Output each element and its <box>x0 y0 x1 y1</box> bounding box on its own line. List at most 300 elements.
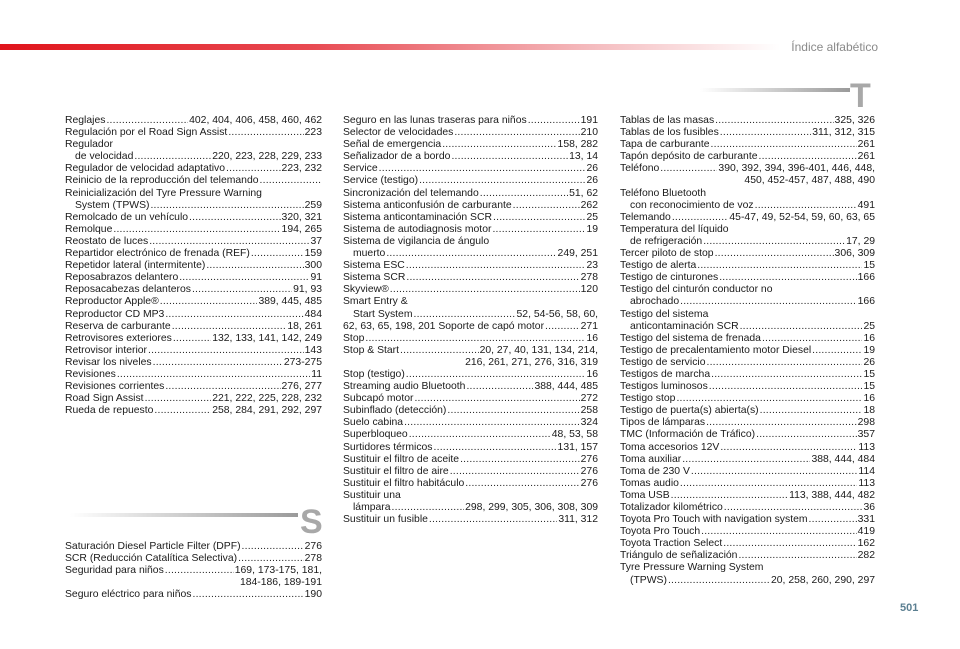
page-refs: 273-275 <box>283 356 322 368</box>
entry-term: Smart Entry & <box>343 296 408 308</box>
entry-term: Toma de 230 V <box>620 465 690 477</box>
page-refs: 20, 258, 260, 290, 297 <box>771 574 875 586</box>
page-refs: 276 <box>580 453 598 465</box>
entry-term: Reproductor CD MP3 <box>65 308 165 320</box>
index-entry <box>343 357 598 369</box>
entry-term: Regulador <box>65 139 113 151</box>
page-refs: 166 <box>857 296 875 308</box>
entry-term: Tablas de las masas <box>620 115 715 126</box>
page-refs: 48, 53, 58 <box>551 429 598 441</box>
page-refs: 298, 299, 305, 306, 308, 309 <box>465 502 598 513</box>
page-number: 501 <box>900 602 919 614</box>
entry-term: Retrovisores exteriores <box>65 332 172 344</box>
leader-dots <box>228 127 303 139</box>
leader-dots <box>680 296 857 308</box>
entry-term: Triángulo de señalización <box>620 550 738 562</box>
leader-dots <box>149 236 309 248</box>
page-refs: 272 <box>580 393 598 405</box>
leader-dots <box>447 405 579 417</box>
leader-dots <box>179 272 309 284</box>
index-entry <box>65 224 322 236</box>
leader-dots <box>251 248 304 260</box>
leader-dots <box>172 321 287 333</box>
index-entry <box>620 284 875 296</box>
index-entry <box>343 272 598 284</box>
leader-dots <box>165 309 303 321</box>
leader-dots <box>703 236 845 248</box>
entry-term: 62, 63, 65, 198, 201 Soporte de capó motor <box>343 320 545 332</box>
entry-term: Superbloqueo <box>343 429 408 441</box>
page-refs: 19 <box>586 223 598 235</box>
index-entry <box>65 296 322 308</box>
index-entry <box>343 490 598 502</box>
entry-term: Testigo del sistema de frenada <box>620 332 761 344</box>
page-refs: 143 <box>304 344 322 356</box>
entry-term: Sistema SCR <box>343 272 406 284</box>
page-refs: 258 <box>580 405 598 417</box>
index-entry <box>620 538 875 550</box>
page-refs: 450, 452-457, 487, 488, 490 <box>744 175 875 187</box>
leader-dots <box>711 139 857 151</box>
index-column-1-s <box>65 541 322 601</box>
entry-term: Skyview® <box>343 284 389 296</box>
page-refs: 51, 62 <box>569 187 598 199</box>
entry-term: Señal de emergencia <box>343 139 442 151</box>
entry-term: System (TPWS) <box>75 199 150 211</box>
index-entry <box>343 369 598 381</box>
entry-term: de velocidad <box>75 151 134 163</box>
page-refs: 18, 261 <box>287 320 322 332</box>
page-refs: 320, 321 <box>281 211 322 223</box>
index-entry <box>343 345 598 357</box>
leader-dots <box>454 127 579 139</box>
index-entry <box>65 139 322 151</box>
page-refs: 13, 14 <box>569 151 598 163</box>
index-entry <box>620 357 875 369</box>
entry-term: Testigo del cinturón conductor no <box>620 284 773 296</box>
index-entry <box>620 429 875 441</box>
index-entry <box>343 514 598 526</box>
entry-term: Sustituir un fusible <box>343 514 428 526</box>
index-entry <box>65 212 322 224</box>
leader-dots <box>738 550 856 562</box>
page-refs: 18 <box>863 405 875 417</box>
leader-dots <box>160 296 258 308</box>
entry-term: Start System <box>353 308 413 320</box>
page-refs: 276 <box>304 541 322 552</box>
index-entry <box>65 115 322 127</box>
page-refs: 324 <box>580 417 598 429</box>
page-refs: 91 <box>310 272 322 284</box>
entry-term: Seguro en las lunas traseras para niños <box>343 115 527 126</box>
leader-dots <box>528 115 580 127</box>
index-entry <box>343 321 598 333</box>
entry-term: Reinicialización del Tyre Pressure Warning <box>65 187 262 199</box>
entry-term: Toma USB <box>620 489 670 501</box>
index-entry <box>343 442 598 454</box>
leader-dots <box>740 321 863 333</box>
index-entry <box>620 260 875 272</box>
entry-term: Rueda de repuesto <box>65 405 154 417</box>
entry-term: Reposacabezas delanteros <box>65 284 191 296</box>
index-entry <box>343 296 598 308</box>
leader-dots <box>386 248 556 260</box>
index-entry <box>343 454 598 466</box>
entry-term: Reglajes <box>65 115 106 126</box>
page-refs: 19 <box>863 344 875 356</box>
index-entry <box>620 151 875 163</box>
index-entry <box>343 224 598 236</box>
leader-dots <box>414 393 579 405</box>
leader-dots <box>676 393 862 405</box>
index-entry <box>343 466 598 478</box>
index-entry <box>65 553 322 565</box>
entry-term: TMC (Información de Tráfico) <box>620 429 756 441</box>
entry-term: Tomas audio <box>620 477 679 489</box>
page-refs: 261 <box>857 151 875 163</box>
leader-dots <box>759 151 857 163</box>
page-refs: 159 <box>304 248 322 260</box>
leader-dots <box>148 345 304 357</box>
index-entry <box>620 200 875 212</box>
leader-dots <box>812 345 862 357</box>
index-entry <box>65 284 322 296</box>
section-letter-t: T <box>850 77 871 115</box>
index-entry <box>620 321 875 333</box>
page-refs: 271 <box>580 320 598 332</box>
leader-dots <box>809 514 857 526</box>
leader-dots <box>701 526 857 538</box>
leader-dots <box>755 200 857 212</box>
index-entry <box>343 417 598 429</box>
entry-term: Testigo del sistema <box>620 308 709 320</box>
leader-dots <box>206 260 303 272</box>
page-refs: 190 <box>304 589 322 601</box>
leader-dots <box>106 115 188 127</box>
page-refs: 11 <box>311 368 322 380</box>
leader-dots <box>165 381 280 393</box>
leader-dots <box>117 369 310 381</box>
page-refs: 259 <box>304 199 322 211</box>
leader-dots <box>451 151 568 163</box>
entry-term: abrochado <box>630 296 680 308</box>
index-entry <box>65 541 322 553</box>
entry-term: Tablas de los fusibles <box>620 127 719 139</box>
leader-dots <box>711 369 862 381</box>
leader-dots <box>660 163 717 175</box>
entry-term: Revisiones <box>65 368 116 380</box>
entry-term: Teléfono Bluetooth <box>620 187 707 199</box>
leader-dots <box>390 284 580 296</box>
leader-dots <box>460 454 580 466</box>
index-entry <box>620 236 875 248</box>
leader-dots <box>173 333 211 345</box>
entry-term: Toma accesorios 12V <box>620 441 720 453</box>
index-entry <box>343 163 598 175</box>
leader-dots <box>719 272 856 284</box>
leader-dots <box>153 357 283 369</box>
page-refs: 388, 444, 484 <box>811 453 875 465</box>
page-refs: 15 <box>863 260 875 272</box>
page-refs: 162 <box>857 538 875 550</box>
entry-term: Temperatura del líquido <box>620 223 729 235</box>
leader-dots <box>406 369 586 381</box>
entry-term: Retrovisor interior <box>65 344 147 356</box>
index-entry <box>620 272 875 284</box>
index-entry <box>620 127 875 139</box>
index-entry <box>65 175 322 187</box>
page-refs: 210 <box>580 127 598 139</box>
index-entry <box>620 526 875 538</box>
leader-dots <box>671 490 788 502</box>
entry-term: Tapón depósito de carburante <box>620 151 758 163</box>
leader-dots <box>409 429 551 441</box>
index-entry <box>65 309 322 321</box>
index-entry <box>65 405 322 417</box>
page-refs: 131, 157 <box>557 441 598 453</box>
index-entry <box>343 309 598 321</box>
index-entry <box>343 284 598 296</box>
index-entry <box>620 333 875 345</box>
entry-term: Selector de velocidades <box>343 127 454 139</box>
leader-dots <box>697 260 862 272</box>
entry-term: Toyota Pro Touch <box>620 526 701 538</box>
page-refs: 311, 312, 315 <box>812 127 875 139</box>
page-refs: 389, 445, 485 <box>258 296 322 308</box>
leader-dots <box>691 466 858 478</box>
page-refs: 15 <box>863 368 875 380</box>
page-refs: 91, 93 <box>293 284 322 296</box>
entry-term: Señalizador de a bordo <box>343 151 451 163</box>
entry-term: Streaming audio Bluetooth <box>343 381 466 393</box>
entry-term: Testigo de alerta <box>620 260 697 272</box>
entry-term: Tyre Pressure Warning System <box>620 562 764 574</box>
page-refs: 325, 326 <box>834 115 875 126</box>
index-entry <box>343 115 598 127</box>
page-refs: 249, 251 <box>557 248 598 260</box>
entry-term: Service (testigo) <box>343 175 419 187</box>
leader-dots <box>442 139 556 151</box>
index-entry <box>65 345 322 357</box>
section-divider-s <box>70 513 298 517</box>
index-entry <box>620 502 875 514</box>
page-refs: 278 <box>580 272 598 284</box>
leader-dots <box>192 284 292 296</box>
entry-term: Saturación Diesel Particle Filter (DPF) <box>65 541 241 552</box>
index-entry <box>620 248 875 260</box>
entry-term: Testigo de cinturones <box>620 272 719 284</box>
entry-term: SCR (Reducción Catalítica Selectiva) <box>65 553 238 565</box>
entry-term: Subcapó motor <box>343 393 414 405</box>
page-refs: 216, 261, 271, 276, 316, 319 <box>465 356 598 368</box>
page-refs: 221, 222, 225, 228, 232 <box>212 393 322 405</box>
page-refs: 311, 312 <box>558 514 598 526</box>
entry-term: Sistema de vigilancia de ángulo <box>343 235 490 247</box>
entry-term: Seguridad para niños <box>65 565 164 577</box>
index-entry <box>620 163 875 175</box>
page-refs: 17, 29 <box>846 235 875 247</box>
entry-term: Revisar los niveles <box>65 356 152 368</box>
page-refs: 166 <box>857 272 875 284</box>
entry-term: anticontaminación SCR <box>630 320 739 332</box>
entry-term: (TPWS) <box>630 574 667 586</box>
leader-dots <box>715 248 834 260</box>
index-entry <box>65 248 322 260</box>
index-column-3 <box>620 115 875 587</box>
leader-dots <box>406 272 579 284</box>
leader-dots <box>400 345 479 357</box>
leader-dots <box>465 478 579 490</box>
page-refs: 113 <box>858 441 875 453</box>
section-letter-s: S <box>300 503 323 541</box>
index-entry <box>65 127 322 139</box>
entry-term: Remolque <box>65 223 113 235</box>
index-entry <box>65 357 322 369</box>
entry-term: Reserva de carburante <box>65 320 171 332</box>
index-entry <box>65 321 322 333</box>
entry-term: Road Sign Assist <box>65 393 144 405</box>
leader-dots <box>134 151 211 163</box>
index-entry <box>620 393 875 405</box>
page-refs: 276, 277 <box>281 381 322 393</box>
index-entry <box>65 151 322 163</box>
entry-term: Testigo stop <box>620 393 676 405</box>
index-entry <box>343 188 598 200</box>
index-entry <box>620 466 875 478</box>
index-entry <box>65 260 322 272</box>
index-entry <box>343 381 598 393</box>
entry-term: Stop <box>343 332 365 344</box>
index-entry <box>620 175 875 187</box>
page-refs: 15 <box>863 381 875 393</box>
leader-dots <box>760 405 863 417</box>
index-entry <box>343 151 598 163</box>
leader-dots <box>189 212 281 224</box>
entry-term: Testigos de marcha <box>620 368 711 380</box>
page-refs: 184-186, 189-191 <box>239 577 322 589</box>
entry-term: Sustituir el filtro habitáculo <box>343 477 465 489</box>
index-entry <box>65 163 322 175</box>
page-refs: 298 <box>857 417 875 429</box>
index-entry <box>343 429 598 441</box>
entry-term: Stop & Start <box>343 344 400 356</box>
page-refs: 26 <box>586 175 598 187</box>
page-refs: 132, 133, 141, 142, 249 <box>212 332 322 344</box>
leader-dots <box>480 188 568 200</box>
index-entry <box>65 188 322 200</box>
page-refs: 278 <box>304 553 322 565</box>
page-refs: 484 <box>304 308 322 320</box>
entry-term: Revisiones corrientes <box>65 381 165 393</box>
leader-dots <box>724 502 863 514</box>
index-entry <box>65 369 322 381</box>
page-refs: 37 <box>310 235 322 247</box>
leader-dots <box>379 163 586 175</box>
entry-term: Telemando <box>620 211 671 223</box>
leader-dots <box>165 565 234 577</box>
page-refs: 158, 282 <box>557 139 598 151</box>
entry-term: Sustituir el filtro de aire <box>343 465 449 477</box>
entry-term: Sistema anticontaminación SCR <box>343 211 493 223</box>
page-refs: 16 <box>586 332 598 344</box>
index-entry <box>620 115 875 127</box>
leader-dots <box>706 417 857 429</box>
entry-term: de refrigeración <box>630 235 703 247</box>
entry-term: Testigo de servicio <box>620 356 706 368</box>
index-entry <box>620 575 875 587</box>
page-refs: 113 <box>858 477 875 489</box>
entry-term: Suelo cabina <box>343 417 404 429</box>
leader-dots <box>513 200 580 212</box>
page-refs: 390, 392, 394, 396-401, 446, 448, <box>718 163 875 175</box>
leader-dots <box>466 381 533 393</box>
entry-term: Service <box>343 163 378 175</box>
leader-dots <box>492 224 585 236</box>
leader-dots <box>413 309 515 321</box>
index-entry <box>620 454 875 466</box>
page-refs: 262 <box>580 199 598 211</box>
page-refs: 16 <box>586 368 598 380</box>
entry-term: Toyota Pro Touch with navigation system <box>620 514 808 526</box>
index-entry <box>343 212 598 224</box>
page-refs: 36 <box>863 502 875 513</box>
index-entry <box>620 417 875 429</box>
entry-term: Reposabrazos delantero <box>65 272 179 284</box>
page-refs: 276 <box>580 477 598 489</box>
page-refs: 45-47, 49, 52-54, 59, 60, 63, 65 <box>729 211 875 223</box>
index-entry <box>65 236 322 248</box>
index-entry <box>620 562 875 574</box>
entry-term: Toyota Traction Select <box>620 538 723 550</box>
index-entry <box>343 200 598 212</box>
page-refs: 23 <box>586 260 598 272</box>
entry-term: Reostato de luces <box>65 235 149 247</box>
page-title: Índice alfabético <box>791 40 878 54</box>
entry-term: Seguro eléctrico para niños <box>65 589 192 601</box>
index-entry <box>620 224 875 236</box>
leader-dots <box>429 514 557 526</box>
index-entry <box>620 188 875 200</box>
entry-term: Remolcado de un vehículo <box>65 211 189 223</box>
index-entry <box>343 139 598 151</box>
entry-term: Reinicio de la reproducción del telemando <box>65 175 259 187</box>
index-entry <box>343 405 598 417</box>
page-refs: 26 <box>586 163 598 175</box>
entry-term: Reproductor Apple® <box>65 296 159 308</box>
page-refs: 25 <box>863 320 875 332</box>
entry-term: Testigos luminosos <box>620 381 708 393</box>
index-entry <box>65 333 322 345</box>
leader-dots <box>493 212 585 224</box>
entry-term: Tercer piloto de stop <box>620 248 714 260</box>
entry-term: Totalizador kilométrico <box>620 502 723 513</box>
page-refs: 282 <box>857 550 875 562</box>
index-entry <box>620 369 875 381</box>
index-entry <box>620 296 875 308</box>
page-refs: 220, 223, 228, 229, 233 <box>212 151 322 163</box>
index-entry <box>65 393 322 405</box>
index-entry <box>620 309 875 321</box>
index-entry <box>620 212 875 224</box>
entry-term: Teléfono <box>620 163 660 175</box>
leader-dots <box>450 466 580 478</box>
entry-term: Sustituir el filtro de aceite <box>343 453 460 465</box>
leader-dots <box>150 200 303 212</box>
leader-dots <box>434 442 557 454</box>
leader-dots <box>260 175 321 187</box>
page-refs: 191 <box>580 115 598 126</box>
page-refs: 357 <box>857 429 875 441</box>
